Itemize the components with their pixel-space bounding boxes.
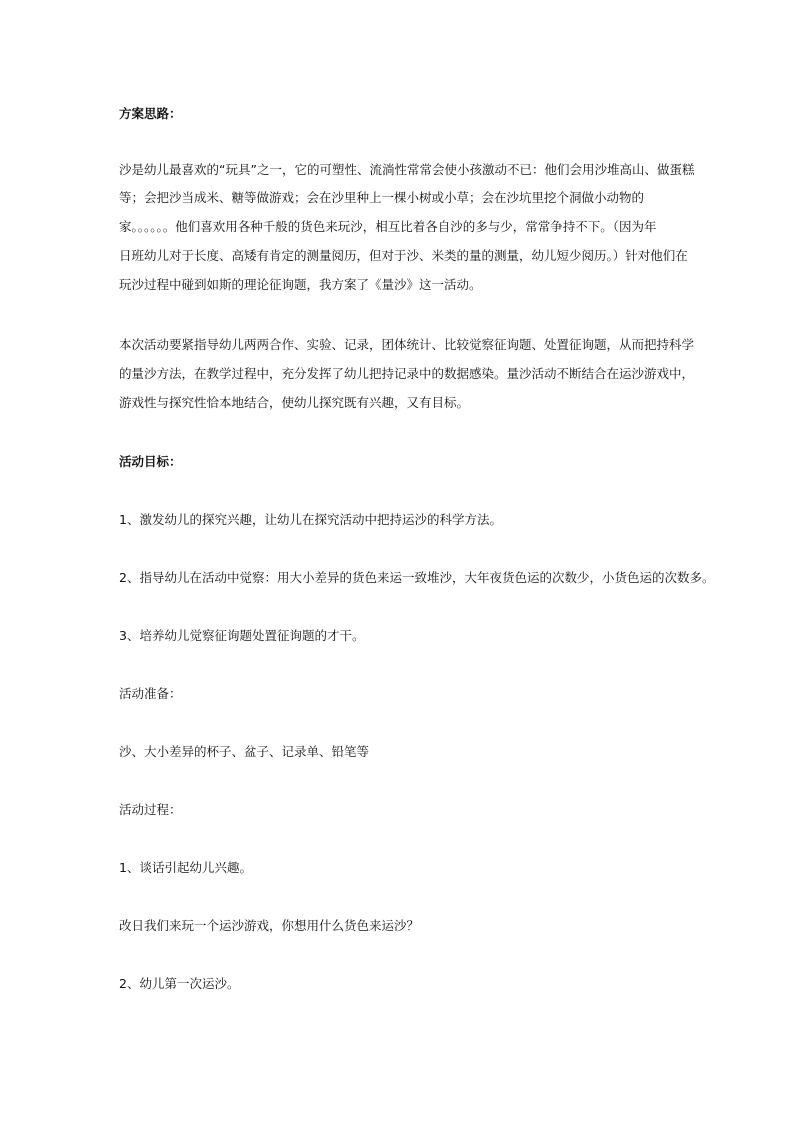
paragraph-line: 沙是幼儿最喜欢的“玩具”之一，它的可塑性、流淌性常常会使小孩激动不已：他们会用沙堆高山、做蛋糕: [119, 162, 695, 177]
goal-item: 3、培养幼儿觉察征询题处置征询题的才干。: [119, 628, 365, 643]
goal-item: 1、激发幼儿的探究兴趣，让幼儿在探究活动中把持运沙的科学方法。: [119, 512, 502, 527]
paragraph-line: 的量沙方法，在教学过程中，充分发挥了幼儿把持记录中的数据感染。量沙活动不断结合在运沙游戏中，: [119, 366, 695, 381]
heading-process: 活动过程：: [119, 802, 182, 817]
prep-text: 沙、大小差异的杯子、盆子、记录单、铅笔等: [119, 744, 370, 759]
paragraph-line: 日班幼儿对于长度、高矮有肯定的测量阅历，但对于沙、米类的量的测量，幼儿短少阅历。）针对他们在: [119, 248, 688, 263]
paragraph-line: 等；会把沙当成米、糖等做游戏；会在沙里种上一棵小树或小草；会在沙坑里挖个洞做小动物的: [119, 190, 645, 205]
heading-goals: 活动目标：: [119, 454, 182, 469]
paragraph-line: 家。。。。。。他们喜欢用各种千般的货色来玩沙，相互比着各自沙的多与少，常常争持不下。（因为年: [119, 219, 657, 234]
process-step: 1、谈话引起幼儿兴趣。: [119, 860, 252, 875]
heading-prep: 活动准备：: [119, 686, 182, 701]
paragraph-line: 玩沙过程中碰到如斯的理论征询题，我方案了《量沙》这一活动。: [119, 277, 482, 292]
process-text: 改日我们来玩一个运沙游戏，你想用什么货色来运沙？: [119, 918, 420, 933]
goal-item: 2、指导幼儿在活动中觉察：用大小差异的货色来运一致堆沙，大年夜货色运的次数少，小货色运的次数多。: [119, 570, 715, 585]
paragraph-line: 游戏性与探究性恰本地结合，使幼儿探究既有兴趣，又有目标。: [119, 395, 470, 410]
process-step: 2、幼儿第一次运沙。: [119, 976, 240, 991]
heading-plan: 方案思路：: [119, 106, 182, 121]
paragraph-line: 本次活动要紧指导幼儿两两合作、实验、记录，团体统计、比较觉察征询题、处置征询题，从而把持科学: [119, 337, 695, 352]
